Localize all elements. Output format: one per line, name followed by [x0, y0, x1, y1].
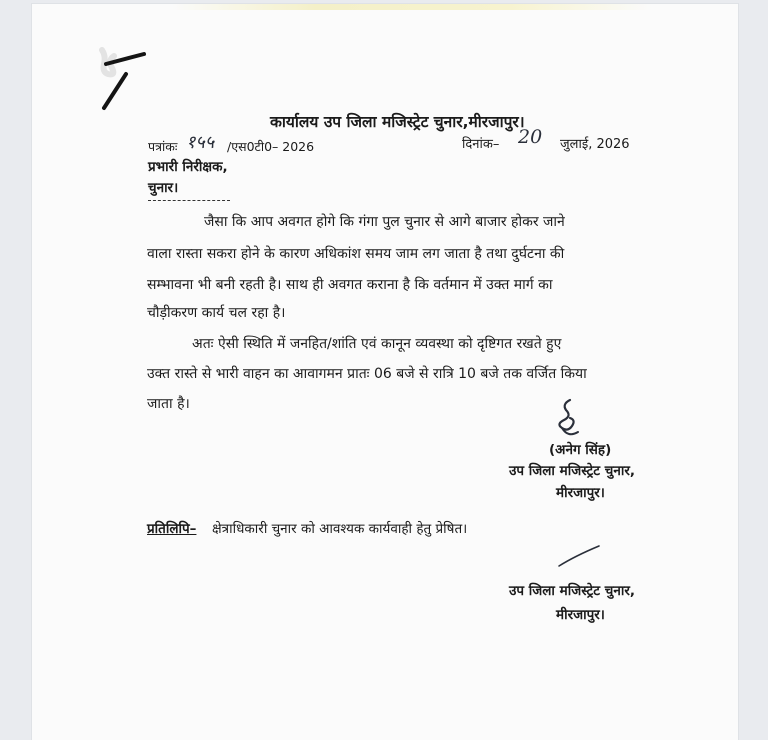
signatory-name: (अनेग सिंह) — [549, 442, 612, 458]
paragraph2-line3: जाता है। — [147, 396, 190, 412]
ref-suffix: /एस0टी0– 2026 — [227, 139, 315, 154]
footer-place: मीरजापुर। — [556, 607, 605, 623]
addressee-line-1: प्रभारी निरीक्षक, — [148, 159, 228, 175]
pen-stroke-icon — [555, 542, 605, 572]
addressee-line-2: चुनार। — [148, 180, 179, 196]
ref-label: पत्रांकः — [148, 139, 178, 154]
paragraph1-line2: वाला रास्ता सकरा होने के कारण अधिकांश समय जाम लग जाता है तथा दुर्घटना की — [147, 246, 565, 262]
paragraph2-line2: उक्त रास्ते से भारी वाहन का आवागमन प्रातः 06 बजे से रात्रि 10 बजे तक वर्जित किया — [147, 366, 587, 382]
paragraph1-line1: जैसा कि आप अवगत होगे कि गंगा पुल चुनार से आगे बाजार होकर जाने — [204, 214, 565, 230]
paragraph1-line3: सम्भावना भी बनी रहती है। साथ ही अवगत कराना है कि वर्तमान में उक्त मार्ग का — [147, 277, 553, 293]
paragraph2-line1: अतः ऐसी स्थिति में जनहित/शांति एवं कानून व्यवस्था को दृष्टिगत रखते हुए — [192, 336, 562, 352]
punch-mark-icon — [96, 46, 156, 116]
signatory-place: मीरजापुर। — [556, 485, 605, 501]
office-title: कार्यालय उप जिला मजिस्ट्रेट चुनार,मीरजापुर। — [270, 113, 525, 131]
date-label: दिनांक– — [462, 137, 500, 152]
copy-label: प्रतिलिपि– — [147, 521, 197, 537]
top-stripe — [172, 4, 652, 10]
signatory-designation: उप जिला मजिस्ट्रेट चुनार, — [509, 463, 635, 479]
date-month-year: जुलाई, 2026 — [560, 137, 630, 152]
date-day: 20 — [518, 126, 543, 148]
ref-number: १५५ — [186, 132, 215, 153]
footer-designation: उप जिला मजिस्ट्रेट चुनार, — [509, 583, 635, 599]
copy-text: क्षेत्राधिकारी चुनार को आवश्यक कार्यवाही हेतु प्रेषित। — [212, 521, 468, 537]
document-page — [32, 4, 738, 740]
paragraph1-line4: चौड़ीकरण कार्य चल रहा है। — [147, 305, 286, 321]
divider-line — [148, 200, 230, 201]
